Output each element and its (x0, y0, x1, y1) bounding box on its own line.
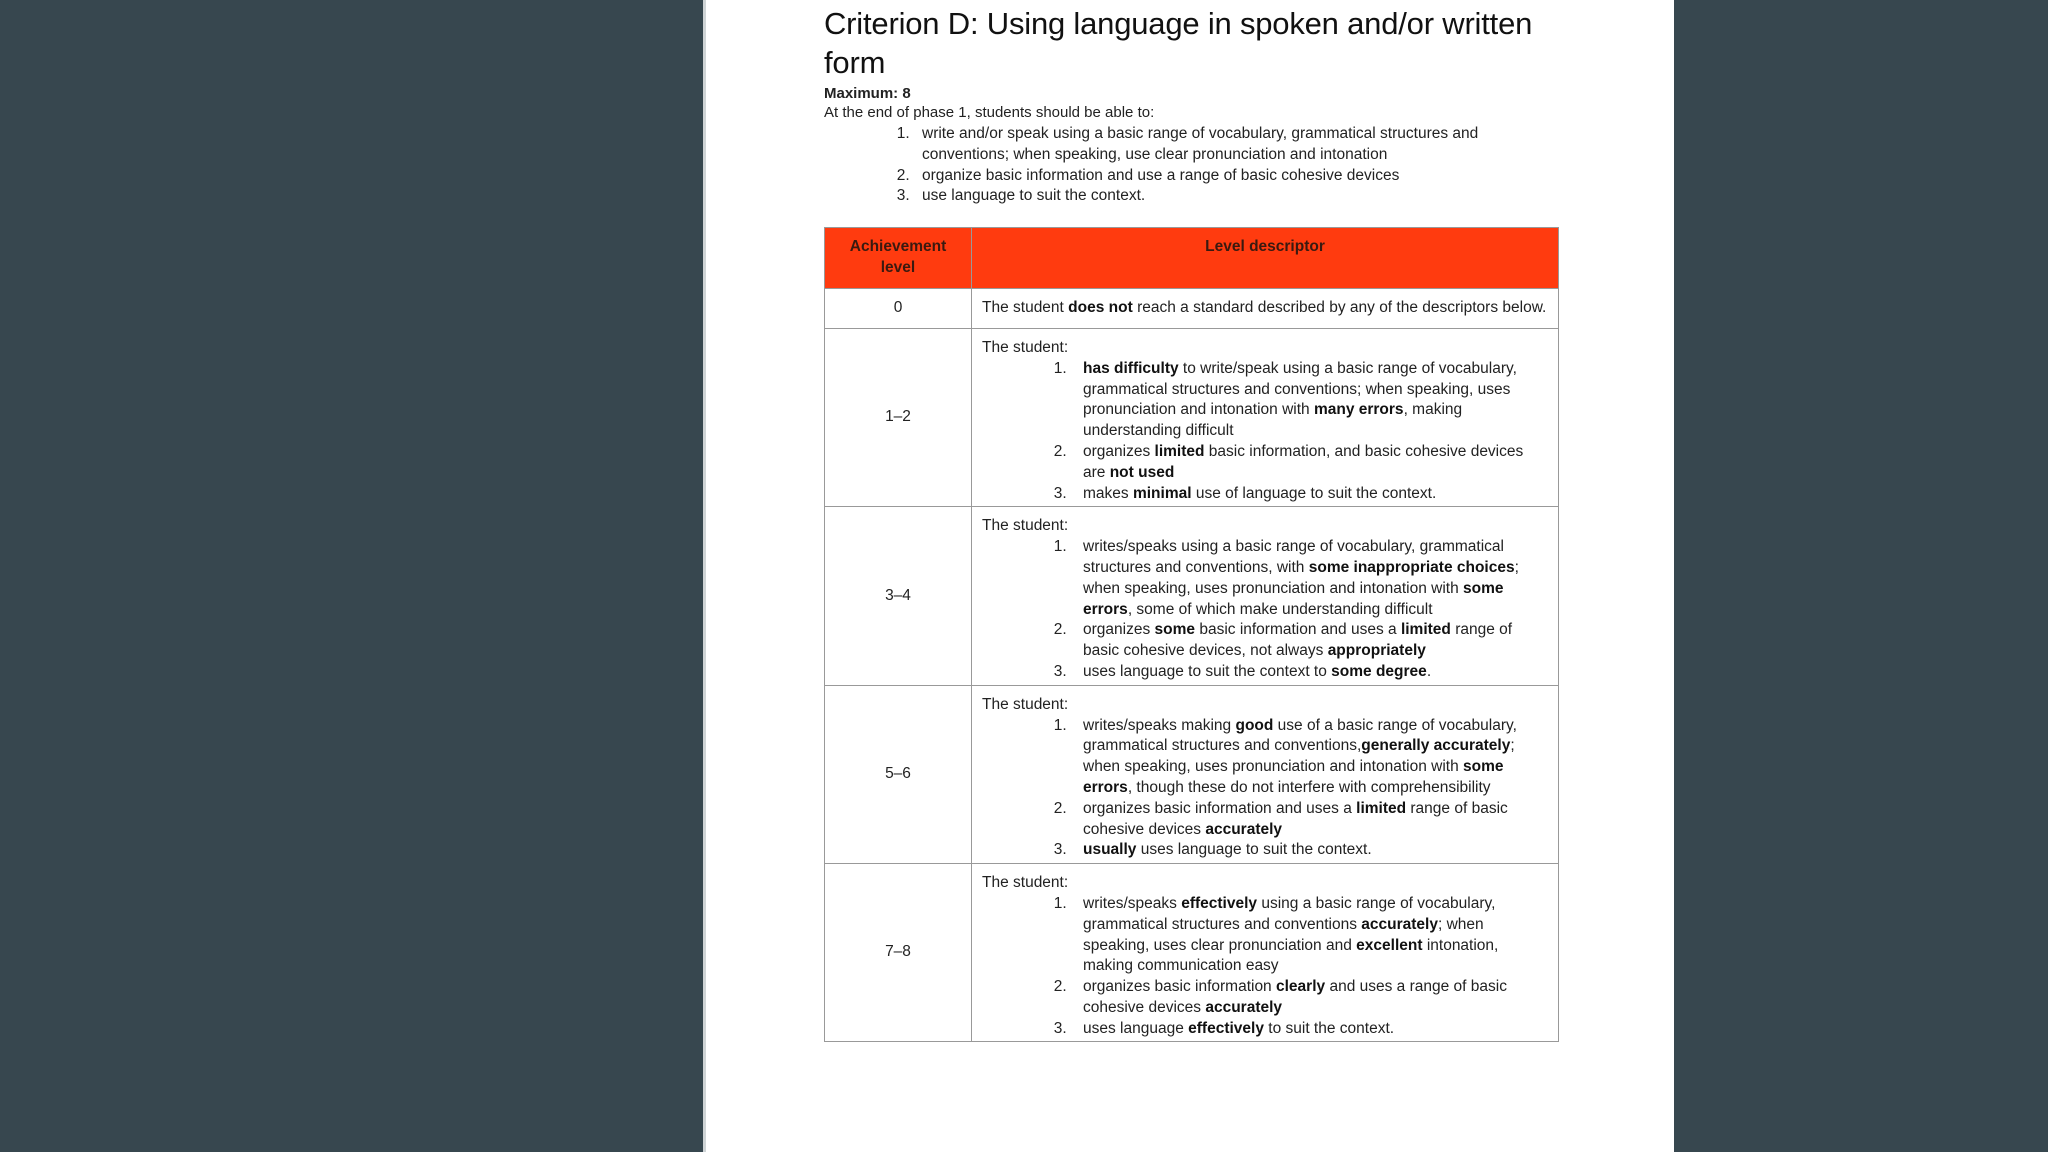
descriptor-item: 2. organizes some basic information and uses a limited range of basic cohesive devices, not always appropriately (1071, 620, 1548, 662)
outcome-item: 2. organize basic information and use a range of basic cohesive devices (914, 166, 1564, 187)
descriptor-item: 1. writes/speaks using a basic range of vocabulary, grammatical structures and conventions, with some inappropriate choices; when speaking, uses pronunciation and intonation with some errors, some of which make understanding difficult (1071, 537, 1548, 620)
descriptor-lead: The student: (982, 517, 1069, 535)
descriptor-item: 2. organizes limited basic information, and basic cohesive devices are not used (1071, 442, 1548, 484)
table-row (825, 864, 1559, 1042)
document-content (824, 0, 1564, 1042)
achievement-level-cell: 0 (825, 289, 972, 329)
descriptor-item: 3. usually uses language to suit the context. (1071, 840, 1548, 861)
rubric-body (825, 289, 1559, 1042)
level-descriptor-cell (972, 507, 1559, 685)
level-descriptor-cell (972, 328, 1559, 506)
descriptor-list (982, 716, 1548, 862)
descriptor-item: 1. writes/speaks effectively using a basic range of vocabulary, grammatical structures and conventions accurately; when speaking, uses clear pronunciation and excellent intonation, making communication easy (1071, 894, 1548, 977)
descriptor-item: 1. writes/speaks making good use of a basic range of vocabulary, grammatical structures and conventions,generally accurately; when speaking, uses pronunciation and intonation with some errors, though these do not interfere with comprehensibility (1071, 716, 1548, 799)
outcome-item: 1. write and/or speak using a basic range of vocabulary, grammatical structures and conventions; when speaking, use clear pronunciation and intonation (914, 124, 1564, 166)
descriptor-list (982, 537, 1548, 683)
table-row (825, 685, 1559, 863)
header-achievement-level: Achievement level (825, 228, 972, 289)
descriptor-lead: The student: (982, 695, 1069, 713)
achievement-level-cell: 3–4 (825, 507, 972, 685)
descriptor-item: 3. makes minimal use of language to suit the context. (1071, 484, 1548, 505)
maximum-label: Maximum: 8 (824, 85, 911, 102)
descriptor-list (982, 894, 1548, 1040)
descriptor-text: The student does not reach a standard described by any of the descriptors below. (982, 299, 1547, 317)
table-row (825, 328, 1559, 506)
descriptor-item: 2. organizes basic information and uses a limited range of basic cohesive devices accurately (1071, 799, 1548, 841)
descriptor-item: 3. uses language effectively to suit the context. (1071, 1019, 1548, 1040)
descriptor-item: 3. uses language to suit the context to some degree. (1071, 662, 1548, 683)
intro-text: At the end of phase 1, students should be able to: (824, 104, 1155, 121)
outcome-item: 3. use language to suit the context. (914, 186, 1564, 207)
descriptor-lead: The student: (982, 874, 1069, 892)
rubric-table (824, 227, 1559, 1042)
descriptor-lead: The student: (982, 338, 1069, 356)
table-row (825, 289, 1559, 329)
descriptor-item: 2. organizes basic information clearly and uses a range of basic cohesive devices accurately (1071, 977, 1548, 1019)
header-level-descriptor: Level descriptor (972, 228, 1559, 289)
achievement-level-cell: 5–6 (825, 685, 972, 863)
document-page (703, 0, 1674, 1152)
achievement-level-cell: 1–2 (825, 328, 972, 506)
outcomes-list (824, 124, 1564, 207)
descriptor-list (982, 359, 1548, 505)
table-row (825, 507, 1559, 685)
level-descriptor-cell (972, 685, 1559, 863)
table-header-row (825, 228, 1559, 289)
achievement-level-cell: 7–8 (825, 864, 972, 1042)
level-descriptor-cell (972, 289, 1559, 329)
descriptor-item: 1. has difficulty to write/speak using a basic range of vocabulary, grammatical structures and conventions; when speaking, uses pronunciation and intonation with many errors, making understanding difficult (1071, 359, 1548, 442)
level-descriptor-cell (972, 864, 1559, 1042)
page-title: Criterion D: Using language in spoken and/or written form (824, 6, 1533, 80)
